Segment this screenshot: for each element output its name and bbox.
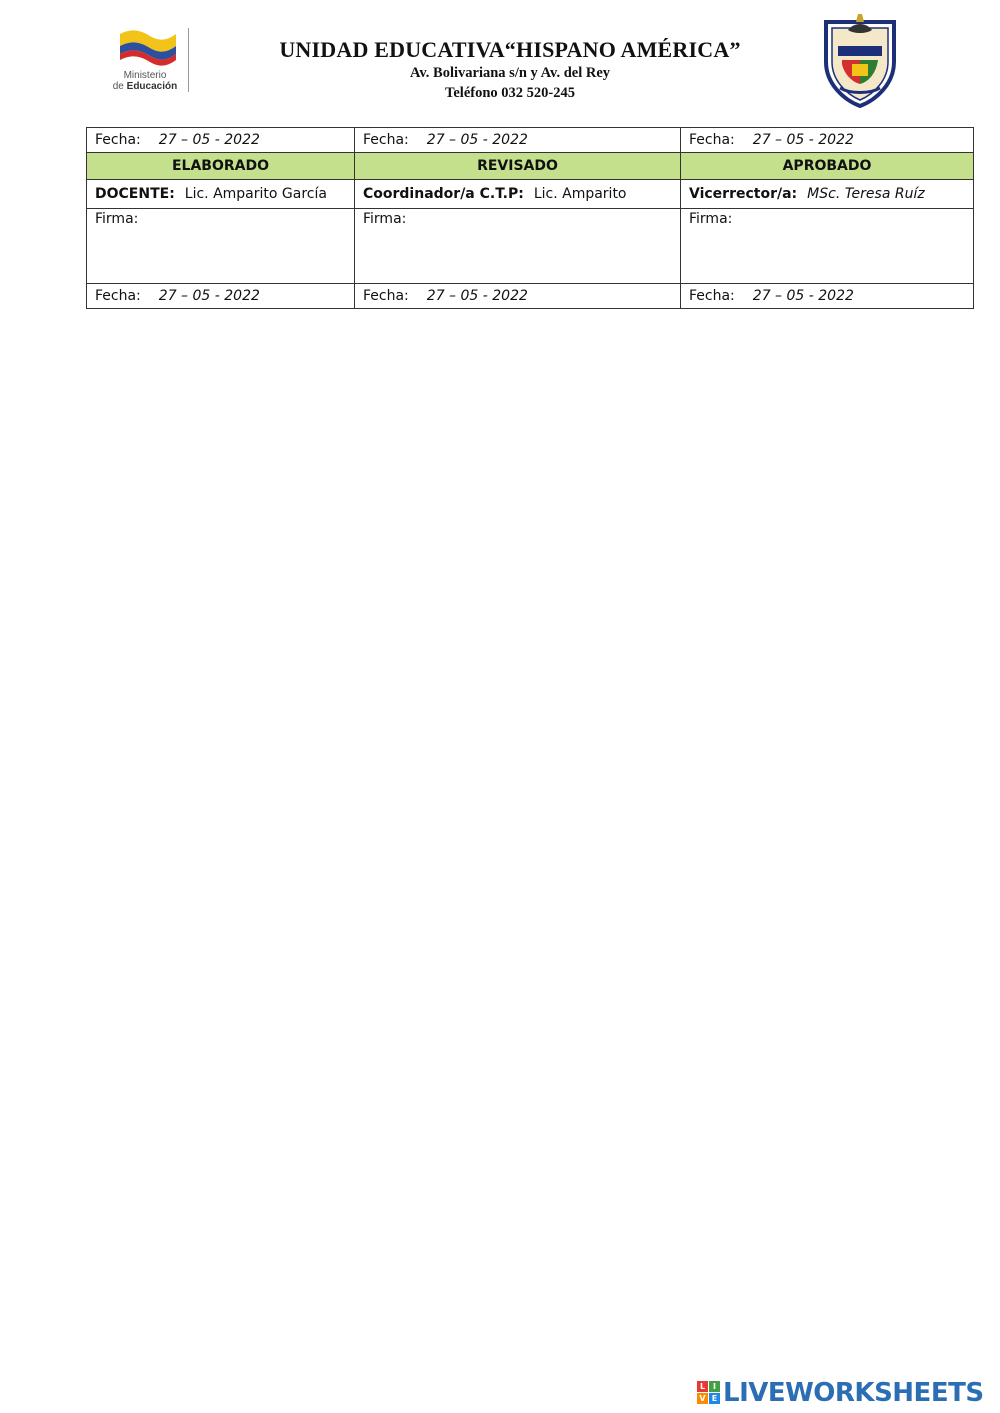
date-label: Fecha: xyxy=(363,288,409,304)
document-header xyxy=(0,0,1000,120)
bottom-date-cell xyxy=(355,284,681,309)
top-date-cell xyxy=(355,128,681,153)
school-phone: Teléfono 032 520-245 xyxy=(445,85,575,101)
date-value: 27 – 05 - 2022 xyxy=(752,288,854,304)
ecuador-flag-icon xyxy=(118,28,178,66)
header-revisado: REVISADO xyxy=(355,153,681,180)
bottom-date-cell xyxy=(681,284,974,309)
role-cell-vicerrector xyxy=(681,180,974,209)
liveworksheets-badge-icon xyxy=(697,1381,721,1405)
ministerio-line2-bold: Educación xyxy=(126,81,178,92)
date-label: Fecha: xyxy=(689,288,735,304)
approval-table xyxy=(86,127,974,309)
date-label: Fecha: xyxy=(95,132,141,148)
badge-letter: I xyxy=(709,1381,720,1392)
signature-cell[interactable] xyxy=(355,209,681,284)
ministerio-educacion-logo xyxy=(108,26,194,96)
role-label: Vicerrector/a: xyxy=(689,186,798,202)
role-name: Lic. Amparito García xyxy=(184,186,327,202)
signature-cell[interactable] xyxy=(87,209,355,284)
header-elaborado: ELABORADO xyxy=(87,153,355,180)
date-label: Fecha: xyxy=(363,132,409,148)
signature-label: Firma: xyxy=(363,211,407,227)
signature-label: Firma: xyxy=(689,211,733,227)
role-name: MSc. Teresa Ruíz xyxy=(807,186,925,202)
role-cell-docente xyxy=(87,180,355,209)
logo-divider xyxy=(188,28,189,92)
role-name: Lic. Amparito xyxy=(533,186,627,202)
badge-letter: V xyxy=(697,1393,708,1404)
signature-row xyxy=(87,209,974,284)
role-row xyxy=(87,180,974,209)
signature-label: Firma: xyxy=(95,211,139,227)
top-date-cell xyxy=(681,128,974,153)
date-label: Fecha: xyxy=(95,288,141,304)
school-crest-icon xyxy=(818,12,902,108)
date-value: 27 – 05 - 2022 xyxy=(158,288,260,304)
role-label: Coordinador/a C.T.P: xyxy=(363,186,524,202)
header-aprobado: APROBADO xyxy=(681,153,974,180)
date-label: Fecha: xyxy=(689,132,735,148)
top-date-cell xyxy=(87,128,355,153)
liveworksheets-logo[interactable] xyxy=(697,1378,997,1408)
date-value: 27 – 05 - 2022 xyxy=(426,132,528,148)
badge-letter: E xyxy=(709,1393,720,1404)
top-date-row xyxy=(87,128,974,153)
role-label: DOCENTE: xyxy=(95,186,175,202)
ministerio-line2 xyxy=(108,81,182,92)
date-value: 27 – 05 - 2022 xyxy=(158,132,260,148)
badge-letter: L xyxy=(697,1381,708,1392)
school-address: Av. Bolivariana s/n y Av. del Rey xyxy=(409,65,611,81)
ministerio-line2-prefix: de xyxy=(112,81,127,92)
liveworksheets-brand-text: LIVEWORKSHEETS xyxy=(723,1378,984,1408)
date-value: 27 – 05 - 2022 xyxy=(426,288,528,304)
date-value: 27 – 05 - 2022 xyxy=(752,132,854,148)
ministerio-line1: Ministerio xyxy=(123,70,167,81)
bottom-date-row xyxy=(87,284,974,309)
school-name: UNIDAD EDUCATIVA“HISPANO AMÉRICA” xyxy=(279,37,741,62)
role-cell-coordinador xyxy=(355,180,681,209)
bottom-date-cell xyxy=(87,284,355,309)
signature-cell[interactable] xyxy=(681,209,974,284)
header-row xyxy=(87,153,974,180)
